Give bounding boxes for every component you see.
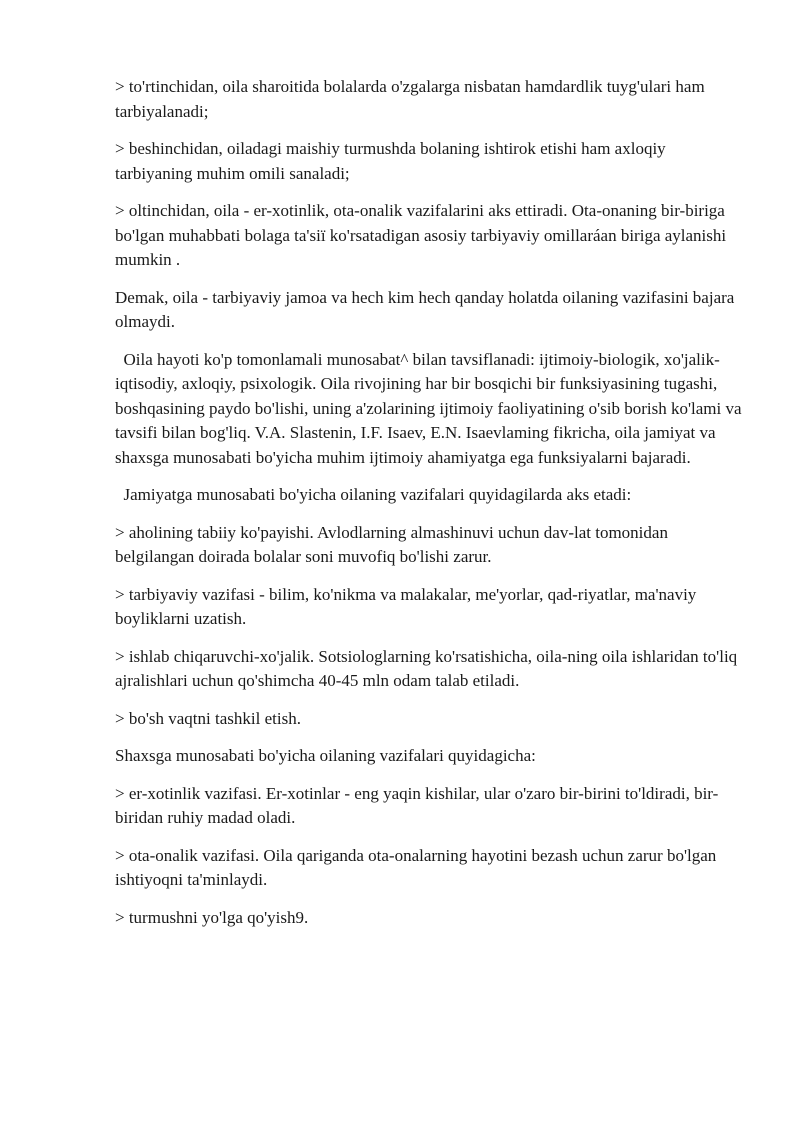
document-body: [115, 75, 745, 943]
paragraph: Oila hayoti ko'p tomonlamali munosabat^ bilan tavsiflanadi: ijtimoiy-biologik, xo'jalik-iqtisodiy, axloqiy, psixologik. Oila rivojining har bir bosqichi bir funksiyasining tugashi, boshqasining paydo bo'lishi, uning a'zolarining ijtimoiy faoliyatining o'sib borish ko'lami va tavsifi bilan bog'liq. V.A. Slastenin, I.F. Isaev, E.N. Isaevlaming fikricha, oila jamiyat va shaxsga munosabati bo'yicha muhim ijtimoiy ahamiyatga ega funksiyalarni bajaradi.: [115, 349, 746, 467]
paragraph: Jamiyatga munosabati bo'yicha oilaning vazifalari quyidagilarda aks etadi:: [115, 485, 632, 504]
paragraph: > bo'sh vaqtni tashkil etish.: [115, 708, 301, 728]
paragraph: > ishlab chiqaruvchi-xo'jalik. Sotsiologlarning ko'rsatishicha, oila-ning oila ishlaridan to'liq ajralishlari uchun qo'shimcha 40-45 mln odam talab etiladi.: [115, 646, 742, 690]
paragraph: > to'rtinchidan, oila sharoitida bolalarda o'zgalarga nisbatan hamdardlik tuyg'ulari ham tarbiyalanadi;: [115, 77, 709, 121]
paragraph: > oltinchidan, oila - er-xotinlik, ota-onalik vazifalarini aks ettiradi. Ota-onaning bir-biriga bo'lgan muhabbati bolaga ta'siï ko'rsatadigan asosiy tarbiyaviy omillaráan biriga aylanishi mumkin .: [115, 201, 731, 269]
paragraph: > beshinchidan, oiladagi maishiy turmushda bolaning ishtirok etishi ham axloqiy tarbiyaning muhim omili sanaladi;: [115, 139, 670, 183]
paragraph: > aholining tabiiy ko'payishi. Avlodlarning almashinuvi uchun dav-lat tomonidan belgilangan doirada bolalar soni muvofiq bo'lishi zarur.: [115, 522, 673, 566]
paragraph: > tarbiyaviy vazifasi - bilim, ko'nikma va malakalar, me'yorlar, qad-riyatlar, ma'naviy boyliklarni uzatish.: [115, 584, 701, 628]
paragraph: Demak, oila - tarbiyaviy jamoa va hech kim hech qanday holatda oilaning vazifasini bajara olmaydi.: [115, 287, 739, 331]
paragraph: > turmushni yo'lga qo'yish9.: [115, 907, 309, 927]
paragraph: > ota-onalik vazifasi. Oila qariganda ota-onalarning hayotini bezash uchun zarur bo'lgan ishtiyoqni ta'minlaydi.: [115, 845, 721, 889]
paragraph: > er-xotinlik vazifasi. Er-xotinlar - eng yaqin kishilar, ular o'zaro bir-birini to'ldiradi, bir-biridan ruhiy madad oladi.: [115, 783, 719, 827]
paragraph: Shaxsga munosabati bo'yicha oilaning vazifalari quyidagicha:: [115, 746, 536, 765]
